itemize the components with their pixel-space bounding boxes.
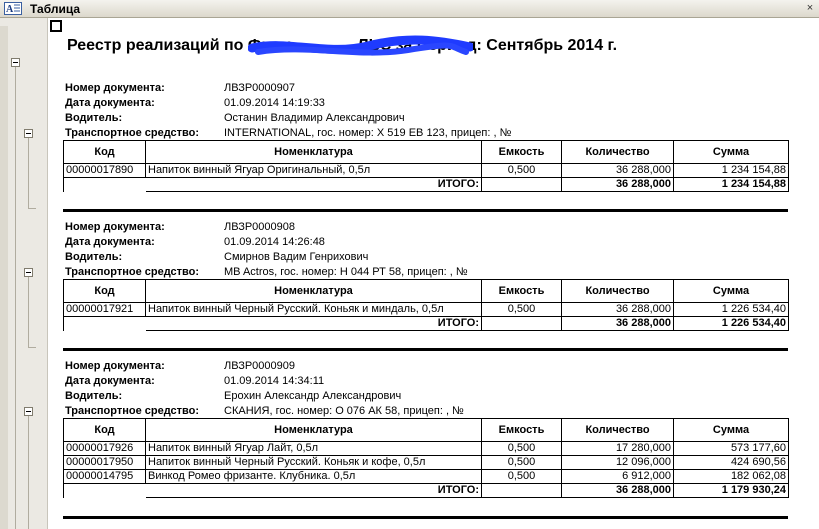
cell-quantity[interactable]: 36 288,000 xyxy=(562,303,674,317)
col-capacity: Емкость xyxy=(482,280,562,303)
col-quantity: Количество xyxy=(562,280,674,303)
col-quantity: Количество xyxy=(562,419,674,442)
col-nomenclature: Номенклатура xyxy=(146,280,482,303)
doc3-number: ЛВЗР0000909 xyxy=(224,360,295,372)
total-amount[interactable]: 1 226 534,40 xyxy=(674,317,789,331)
cell-code[interactable]: 00000017890 xyxy=(64,164,146,178)
total-row xyxy=(64,317,789,331)
doc3-date-label: Дата документа: xyxy=(65,375,155,387)
cell-amount[interactable]: 1 234 154,88 xyxy=(674,164,789,178)
total-row xyxy=(64,178,789,192)
group-line xyxy=(28,138,29,208)
cell-capacity[interactable]: 0,500 xyxy=(482,442,562,456)
report-title-left: Реестр реализаций по Фили xyxy=(67,37,292,54)
total-empty-cell xyxy=(482,178,562,192)
redaction-scribble xyxy=(248,34,473,62)
table-row xyxy=(64,164,789,178)
col-amount: Сумма xyxy=(674,419,789,442)
document-separator xyxy=(63,516,788,519)
doc2-number-label: Номер документа: xyxy=(65,221,165,233)
cell-amount[interactable]: 1 226 534,40 xyxy=(674,303,789,317)
doc1-driver-label: Водитель: xyxy=(65,112,123,124)
cell-code[interactable]: 00000017926 xyxy=(64,442,146,456)
col-code: Код xyxy=(64,419,146,442)
document-separator xyxy=(63,348,788,351)
doc2-number: ЛВЗР0000908 xyxy=(224,221,295,233)
document-separator xyxy=(63,209,788,212)
doc1-date: 01.09.2014 14:19:33 xyxy=(224,97,325,109)
cell-quantity[interactable]: 36 288,000 xyxy=(562,164,674,178)
doc2-date-label: Дата документа: xyxy=(65,236,155,248)
doc3-vehicle-label: Транспортное средство: xyxy=(65,405,200,417)
total-empty-cell xyxy=(482,317,562,331)
cell-quantity[interactable]: 12 096,000 xyxy=(562,456,674,470)
collapse-group-icon[interactable] xyxy=(24,407,33,416)
cell-code[interactable]: 00000017950 xyxy=(64,456,146,470)
col-code: Код xyxy=(64,141,146,164)
table-row xyxy=(64,442,789,456)
total-empty-cell xyxy=(482,484,562,498)
total-label: ИТОГО: xyxy=(146,484,482,498)
col-code: Код xyxy=(64,280,146,303)
col-amount: Сумма xyxy=(674,280,789,303)
doc1-items-table xyxy=(63,140,789,192)
doc3-items-table xyxy=(63,418,789,498)
group-line-end xyxy=(28,208,36,209)
col-capacity: Емкость xyxy=(482,419,562,442)
doc3-driver-label: Водитель: xyxy=(65,390,123,402)
doc1-date-label: Дата документа: xyxy=(65,97,155,109)
cell-quantity[interactable]: 6 912,000 xyxy=(562,470,674,484)
collapse-group-icon[interactable] xyxy=(24,268,33,277)
doc2-items-table xyxy=(63,279,789,331)
table-row xyxy=(64,470,789,484)
cell-nomenclature[interactable]: Винкод Ромео фризанте. Клубника. 0,5л xyxy=(146,470,482,484)
total-quantity[interactable]: 36 288,000 xyxy=(562,317,674,331)
selected-cell-marker[interactable] xyxy=(50,20,62,32)
col-nomenclature: Номенклатура xyxy=(146,419,482,442)
total-label: ИТОГО: xyxy=(146,178,482,192)
window-titlebar xyxy=(0,0,819,18)
total-amount[interactable]: 1 179 930,24 xyxy=(674,484,789,498)
cell-nomenclature[interactable]: Напиток винный Ягуар Лайт, 0,5л xyxy=(146,442,482,456)
total-empty-cell xyxy=(64,317,146,331)
doc3-number-label: Номер документа: xyxy=(65,360,165,372)
group-line xyxy=(28,277,29,347)
window-title: Таблица xyxy=(30,2,81,16)
doc2-driver-label: Водитель: xyxy=(65,251,123,263)
total-quantity[interactable]: 36 288,000 xyxy=(562,178,674,192)
cell-quantity[interactable]: 17 280,000 xyxy=(562,442,674,456)
cell-amount[interactable]: 424 690,56 xyxy=(674,456,789,470)
collapse-group-icon[interactable] xyxy=(11,58,20,67)
table-header-row xyxy=(64,280,789,303)
cell-nomenclature[interactable]: Напиток винный Ягуар Оригинальный, 0,5л xyxy=(146,164,482,178)
doc1-driver: Останин Владимир Александрович xyxy=(224,112,405,124)
table-header-row xyxy=(64,141,789,164)
doc1-number-label: Номер документа: xyxy=(65,82,165,94)
cell-amount[interactable]: 182 062,08 xyxy=(674,470,789,484)
doc1-vehicle-label: Транспортное средство: xyxy=(65,127,200,139)
table-row xyxy=(64,303,789,317)
doc2-date: 01.09.2014 14:26:48 xyxy=(224,236,325,248)
col-quantity: Количество xyxy=(562,141,674,164)
total-label: ИТОГО: xyxy=(146,317,482,331)
table-header-row xyxy=(64,419,789,442)
total-empty-cell xyxy=(64,484,146,498)
total-amount[interactable]: 1 234 154,88 xyxy=(674,178,789,192)
group-line xyxy=(28,416,29,529)
cell-amount[interactable]: 573 177,60 xyxy=(674,442,789,456)
doc3-vehicle: СКАНИЯ, гос. номер: О 076 АК 58, прицеп: , № xyxy=(224,405,464,417)
col-capacity: Емкость xyxy=(482,141,562,164)
doc2-vehicle-label: Транспортное средство: xyxy=(65,266,200,278)
report-title-right: ЛЬС за Период: Сентябрь 2014 г. xyxy=(357,37,618,54)
total-row xyxy=(64,484,789,498)
table-document-icon xyxy=(4,2,22,15)
col-amount: Сумма xyxy=(674,141,789,164)
doc3-driver: Ерохин Александр Александрович xyxy=(224,390,402,402)
col-nomenclature: Номенклатура xyxy=(146,141,482,164)
group-line xyxy=(15,67,16,529)
doc1-number: ЛВЗР0000907 xyxy=(224,82,295,94)
cell-code[interactable]: 00000014795 xyxy=(64,470,146,484)
grouping-gutter xyxy=(0,18,48,529)
doc3-date: 01.09.2014 14:34:11 xyxy=(224,375,325,387)
svg-text:A: A xyxy=(6,4,14,15)
cell-capacity[interactable]: 0,500 xyxy=(482,164,562,178)
group-line-end xyxy=(28,347,36,348)
cell-capacity[interactable]: 0,500 xyxy=(482,470,562,484)
collapse-group-icon[interactable] xyxy=(24,129,33,138)
doc2-vehicle: MB Actros, гос. номер: Н 044 РТ 58, прицеп: , № xyxy=(224,266,468,278)
cell-capacity[interactable]: 0,500 xyxy=(482,303,562,317)
cell-code[interactable]: 00000017921 xyxy=(64,303,146,317)
spreadsheet-page xyxy=(48,18,819,529)
table-row xyxy=(64,456,789,470)
total-empty-cell xyxy=(64,178,146,192)
total-quantity[interactable]: 36 288,000 xyxy=(562,484,674,498)
row-level-stripe xyxy=(0,26,8,529)
doc2-driver: Смирнов Вадим Генрихович xyxy=(224,251,369,263)
cell-nomenclature[interactable]: Напиток винный Черный Русский. Коньяк и миндаль, 0,5л xyxy=(146,303,482,317)
cell-capacity[interactable]: 0,500 xyxy=(482,456,562,470)
cell-nomenclature[interactable]: Напиток винный Черный Русский. Коньяк и кофе, 0,5л xyxy=(146,456,482,470)
doc1-vehicle: INTERNATIONAL, гос. номер: Х 519 ЕВ 123, прицеп: , № xyxy=(224,127,512,139)
close-icon[interactable]: × xyxy=(806,2,814,14)
